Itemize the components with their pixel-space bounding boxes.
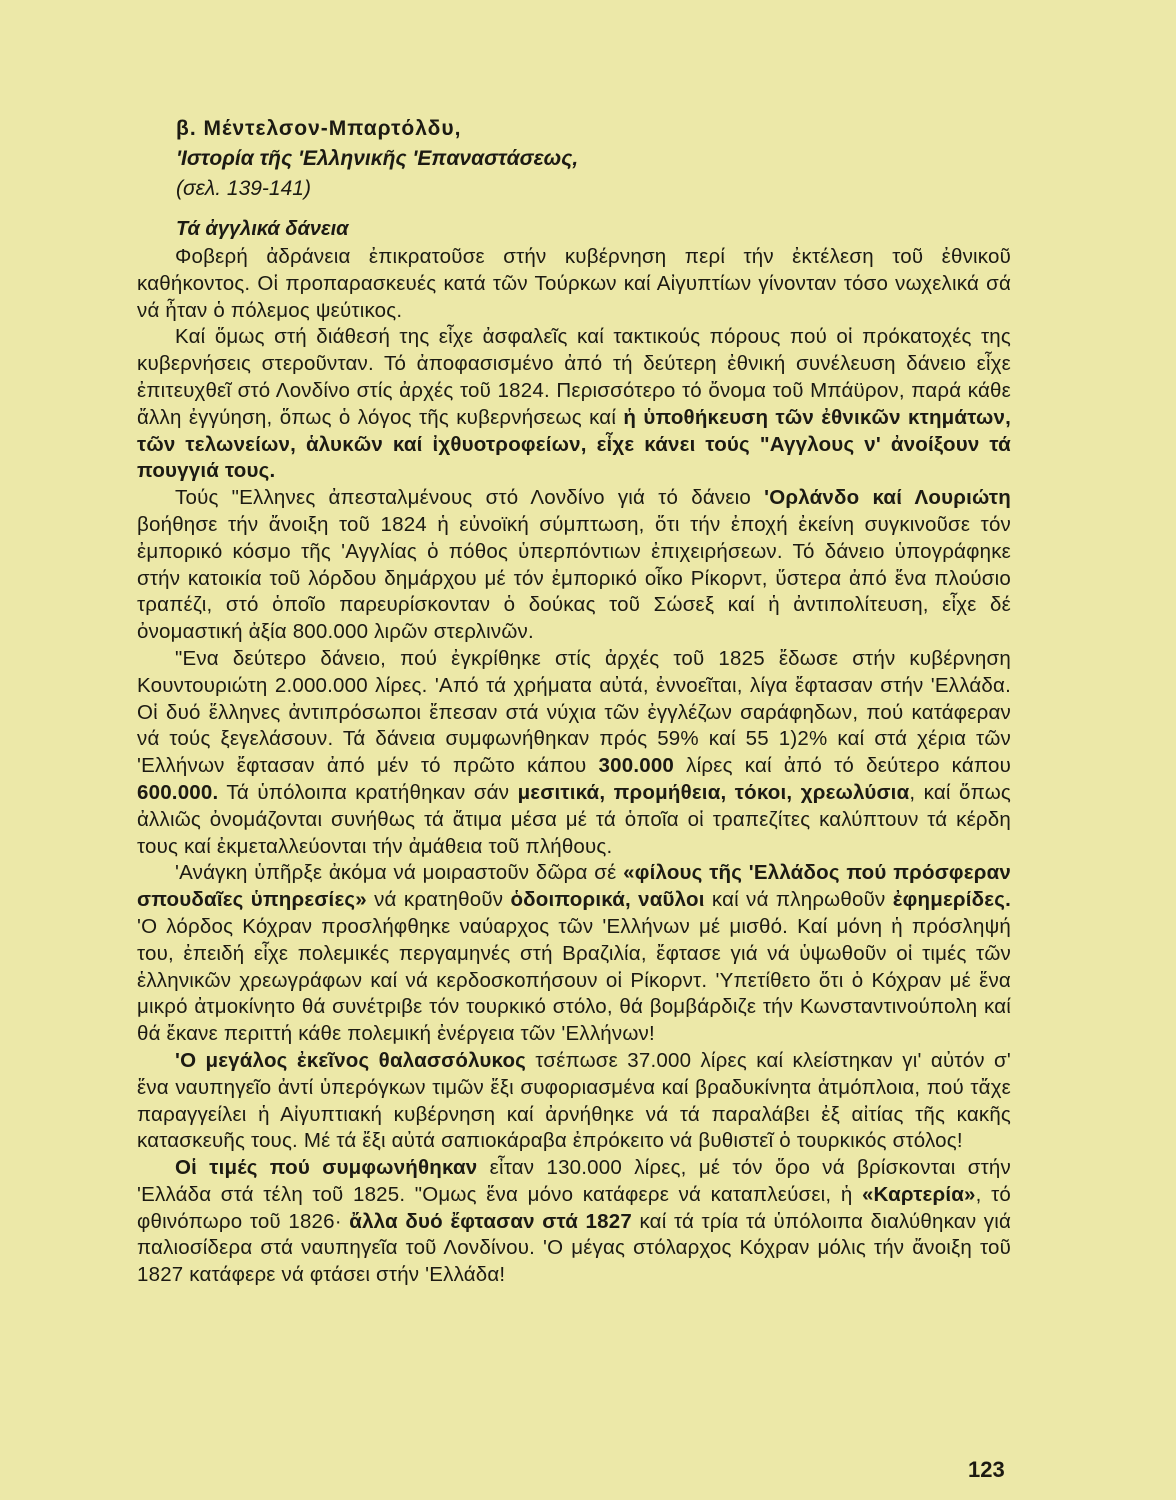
page-number: 123 [968, 1457, 1005, 1482]
source-pages: (σελ. 139-141) [176, 177, 311, 200]
paragraph [137, 1048, 1011, 1155]
text-run: "Ενα δεύτερο δάνειο, πού ἐγκρίθηκε στίς ἀρχές τοῦ 1825 ἔδωσε στήν κυβέρνηση Κουντουριώτη 2.000.000 λίρες. 'Από τά χρήματα αὐτά, ἐννοεῖται, λίγα ἔφτασαν στήν 'Ελλάδα. Οἱ δυό ἕλληνες ἀντιπρόσωποι ἔπεσαν στά νύχια τῶν ἐγγλέζων σαράφηδων, πού κατάφεραν νά τούς ξεγελάσουν. Τά δάνεια συμφωνήθηκαν πρός 59% καί 55 1)2% καί στά χέρια τῶν 'Ελλήνων ἔφτασαν ἀπό μέν τό πρῶτο κάπου [137, 646, 1011, 778]
text-run: 'Ο λόρδος Κόχραν προσλήφθηκε ναύαρχος τῶν 'Ελλήνων μέ μισθό. Καί μόνη ἡ πρόσληψή του, ἐπειδή εἶχε πολεμικές περγαμηνές στή Βραζιλία, ἔφτασε γιά νά ὑψωθοῦν οἱ τιμές τῶν ἑλληνικῶν χρεωγράφων καί νά κερδοσκοπήσουν οἱ Ρίκορντ. 'Υπετίθετο ὅτι ὁ Κόχραν μέ ἕνα μικρό ἀτμοκίνητο θά συνέτριβε τόν τουρκικό στόλο, θά βομβάρδιζε τήν Κωνσταντινούπολη καί θά ἔκανε περιττή κάθε πολεμική ἐνέργεια τῶν 'Ελλήνων! [137, 914, 1011, 1046]
bold-text-run: 'Ο μεγάλος ἐκεῖνος θαλασσόλυκος [175, 1048, 527, 1072]
text-run: , καί ὅπως ἀλλιῶς ὀνομάζονται συνήθως τά ἄτιμα μέσα μέ τά ὁποῖα οἱ τραπεζίτες καλύπτουν τά κέρδη τους καί ἐκμεταλλεύονται τήν ἀμάθεια τοῦ πλήθους. [137, 780, 1011, 858]
body-text [137, 244, 1011, 1289]
source-author: β. Μέντελσον-Μπαρτόλδυ, [176, 117, 462, 140]
bold-text-run: 'Ορλάνδο καί Λουριώτη [764, 486, 1011, 510]
bold-text-run: «Καρτερία» [861, 1182, 976, 1206]
text-run: καί τά τρία τά ὑπόλοιπα διαλύθηκαν γιά παλιοσίδερα στά ναυπηγεῖα τοῦ Λονδίνου. 'Ο μέγας στόλαρχος Κόχραν μόλις τήν ἄνοιξη τοῦ 1827 κατάφερε νά φτάσει στήν 'Ελλάδα! [137, 1209, 1012, 1287]
text-run: , τό φθινόπωρο τοῦ 1826· [137, 1182, 1011, 1233]
bold-text-run: ἄλλα δυό ἔφτασαν στά 1827 [349, 1209, 632, 1233]
text-run: εἶταν 130.000 λίρες, μέ τόν ὅρο νά βρίσκονται στήν 'Ελλάδα στά τέλη τοῦ 1825. "Ομως ἕνα μόνο κατάφερε νά καταπλεύσει, ἡ [137, 1156, 1011, 1206]
text-run: βοήθησε τήν ἄνοιξη τοῦ 1824 ἡ εὐνοϊκή σύμπτωση, ὅτι τήν ἐποχή ἐκείνη συγκινοῦσε τόν ἐμπορικό κόσμο τῆς 'Αγγλίας ὁ πόθος ὑπερπόντιων ἐπιχειρήσεων. Τό δάνειο ὑπογράφηκε στήν κατοικία τοῦ λόρδου δημάρχου μέ τόν ἐμπορικό οἶκο Ρίκορντ, ὕστερα ἀπό ἕνα πλούσιο τραπέζι, στό ὁποῖο παρευρίσκονταν ὁ δούκας τοῦ Σώσεξ καί ἡ ἀντιπολίτευση, εἶχε δέ ὀνομαστική ἀξία 800.000 λιρῶν στερλινῶν. [137, 512, 1011, 644]
source-work-title: 'Ιστορία τῆς 'Ελληνικῆς 'Επαναστάσεως, [176, 147, 579, 170]
bold-text-run: μεσιτικά, προμήθεια, τόκοι, χρεωλύσια [517, 780, 910, 804]
text-run: Τούς "Ελληνες ἀπεσταλμένους στό Λονδίνο γιά τό δάνειο [175, 486, 765, 510]
text-run: Καί ὅμως στή διάθεσή της εἶχε ἀσφαλεῖς καί τακτικούς πόρους πού οἱ πρόκατοχές της κυβερνήσεις στεροῦνταν. Τό ἀποφασισμένο ἀπό τή δεύτερη ἐθνική συνέλευση δάνειο εἶχε ἐπιτευχθεῖ στό Λονδίνο στίς ἀρχές τοῦ 1824. Περισσότερο τό ὄνομα τοῦ Μπάϋρον, παρά κάθε ἄλλη ἐγγύηση, ὅπως ὁ λόγος τῆς κυβερνήσεως καί [137, 325, 1011, 429]
text-run: 'Ανάγκη ὑπῆρξε ἀκόμα νά μοιραστοῦν δῶρα σέ [175, 861, 624, 885]
paragraph [137, 860, 1011, 1048]
bold-text-run: ὁδοιπορικά, ναῦλοι [510, 888, 705, 912]
text-run: νά κρατηθοῦν [366, 888, 511, 912]
bold-text-run: «φίλους τῆς 'Ελλάδος πού πρόσφεραν σπουδαῖες ὑπηρεσίες» [137, 861, 1011, 912]
bold-text-run: ἡ ὑποθήκευση τῶν ἐθνικῶν κτημάτων, τῶν τελωνείων, ἁλυκῶν καί ἰχθυοτροφείων, εἶχε κάνει τούς "Αγγλους ν' ἀνοίξουν τά πουγγιά τους. [137, 405, 1011, 483]
paragraph [137, 646, 1011, 860]
bold-text-run: 300.000 [598, 754, 675, 778]
text-run: Φοβερή ἀδράνεια ἐπικρατοῦσε στήν κυβέρνηση περί τήν ἐκτέλεση τοῦ ἐθνικοῦ καθήκοντος. Οἱ προπαρασκευές κατά τῶν Τούρκων καί Αἰγυπτίων γίνονταν τόσο νωχελικά σά νά ἦταν ὁ πόλεμος ψεύτικος. [137, 245, 1011, 322]
text-run: καί νά πληρωθοῦν [704, 888, 893, 912]
bold-text-run: 600.000. [137, 780, 219, 804]
paragraph [137, 485, 1011, 646]
section-heading: Τά ἀγγλικά δάνεια [176, 218, 349, 240]
text-run: Τά ὑπόλοιπα κρατήθηκαν σάν [218, 780, 518, 804]
source-citation [176, 114, 1016, 204]
text-run: λίρες καί ἀπό τό δεύτερο κάπου [674, 754, 1011, 778]
text-run: τσέπωσε 37.000 λίρες καί κλείστηκαν γι' αὐτόν σ' ἕνα ναυπηγεῖο ἀντί ὑπερόγκων τιμῶν ἔξι συφοριασμένα καί βραδυκίνητα ἀτμόπλοια, πού τἄχε παραγγείλει ἡ Αἰγυπτιακή κυβέρνηση καί ἀρνήθηκε νά τά παραλάβει ἐξ αἰτίας τῆς κακῆς κατασκευῆς τους. Μέ τά ἔξι αὐτά σαπιοκάραβα ἐπρόκειτο νά βυθιστεῖ ὁ τουρκικός στόλος! [137, 1048, 1011, 1153]
paragraph [137, 244, 1011, 324]
paragraph [137, 324, 1011, 485]
bold-text-run: Οἱ τιμές πού συμφωνήθηκαν [175, 1156, 478, 1180]
bold-text-run: ἐφημερίδες. [892, 888, 1011, 912]
paragraph [137, 1155, 1011, 1289]
